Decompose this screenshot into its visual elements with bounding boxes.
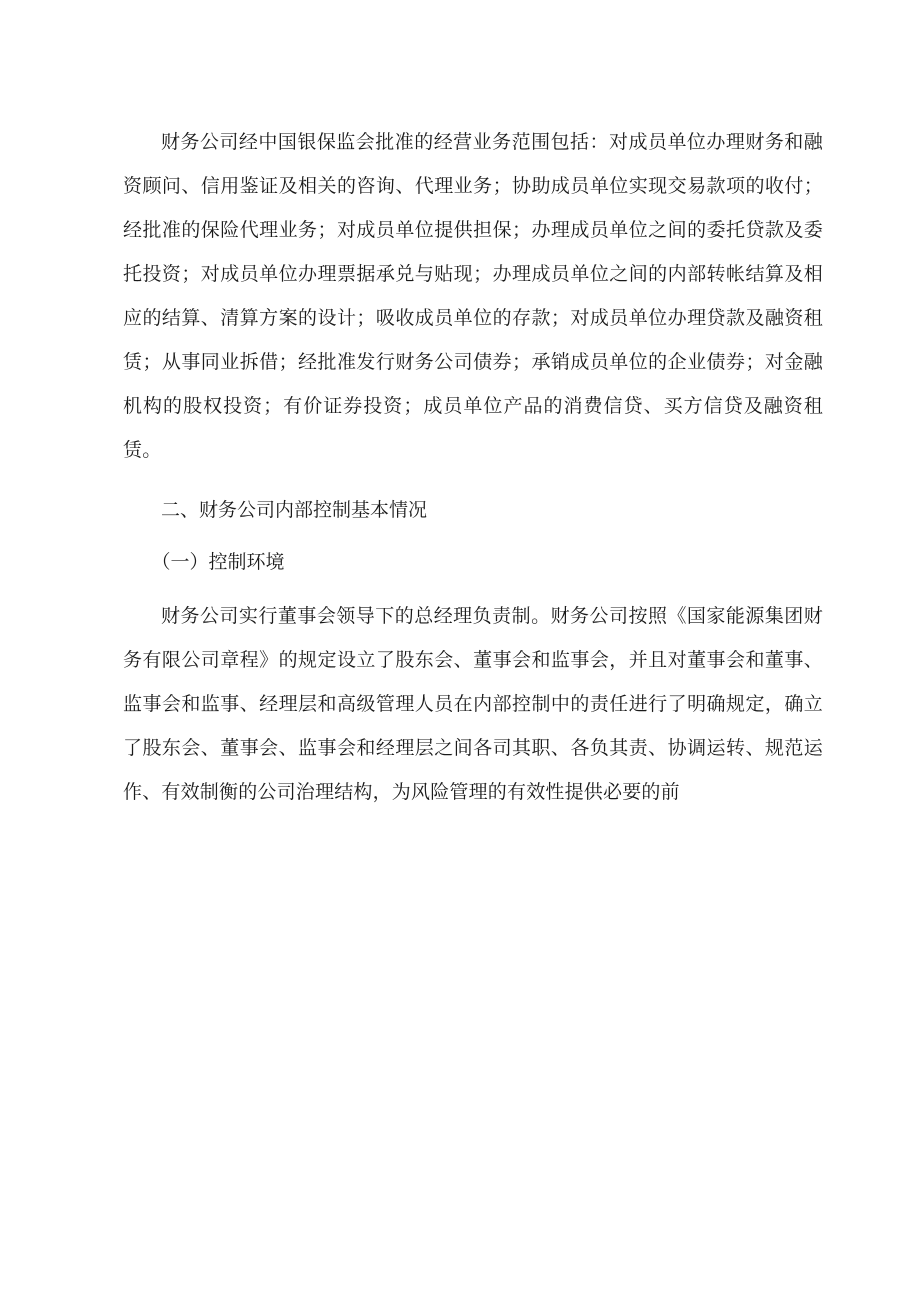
business-scope-paragraph: 财务公司经中国银保监会批准的经营业务范围包括：对成员单位办理财务和融资顾问、信用鉴证及相关的咨询、代理业务；协助成员单位实现交易款项的收付；经批准的保险代理业务；对成员单位提供担保；办理成员单位之间的委托贷款及委托投资；对成员单位办理票据承兑与贴现；办理成员单位之间的内部转帐结算及相应的结算、清算方案的设计；吸收成员单位的存款；对成员单位办理贷款及融资租赁；从事同业拆借；经批准发行财务公司债券；承销成员单位的企业债券；对金融机构的股权投资；有价证券投资；成员单位产品的消费信贷、买方信贷及融资租赁。	[123, 131, 823, 461]
section-heading: 二、财务公司内部控制基本情况	[161, 499, 428, 521]
control-environment-paragraph: 财务公司实行董事会领导下的总经理负责制。财务公司按照《国家能源集团财务有限公司章程》的规定设立了股东会、董事会和监事会，并且对董事会和董事、监事会和监事、经理层和高级管理人员在内部控制中的责任进行了明确规定，确立了股东会、董事会、监事会和经理层之间各司其职、各负其责、协调运转、规范运作、有效制衡的公司治理结构，为风险管理的有效性提供必要的前	[123, 605, 823, 803]
subsection-heading: （一）控制环境	[151, 551, 285, 573]
document-body	[123, 120, 823, 814]
